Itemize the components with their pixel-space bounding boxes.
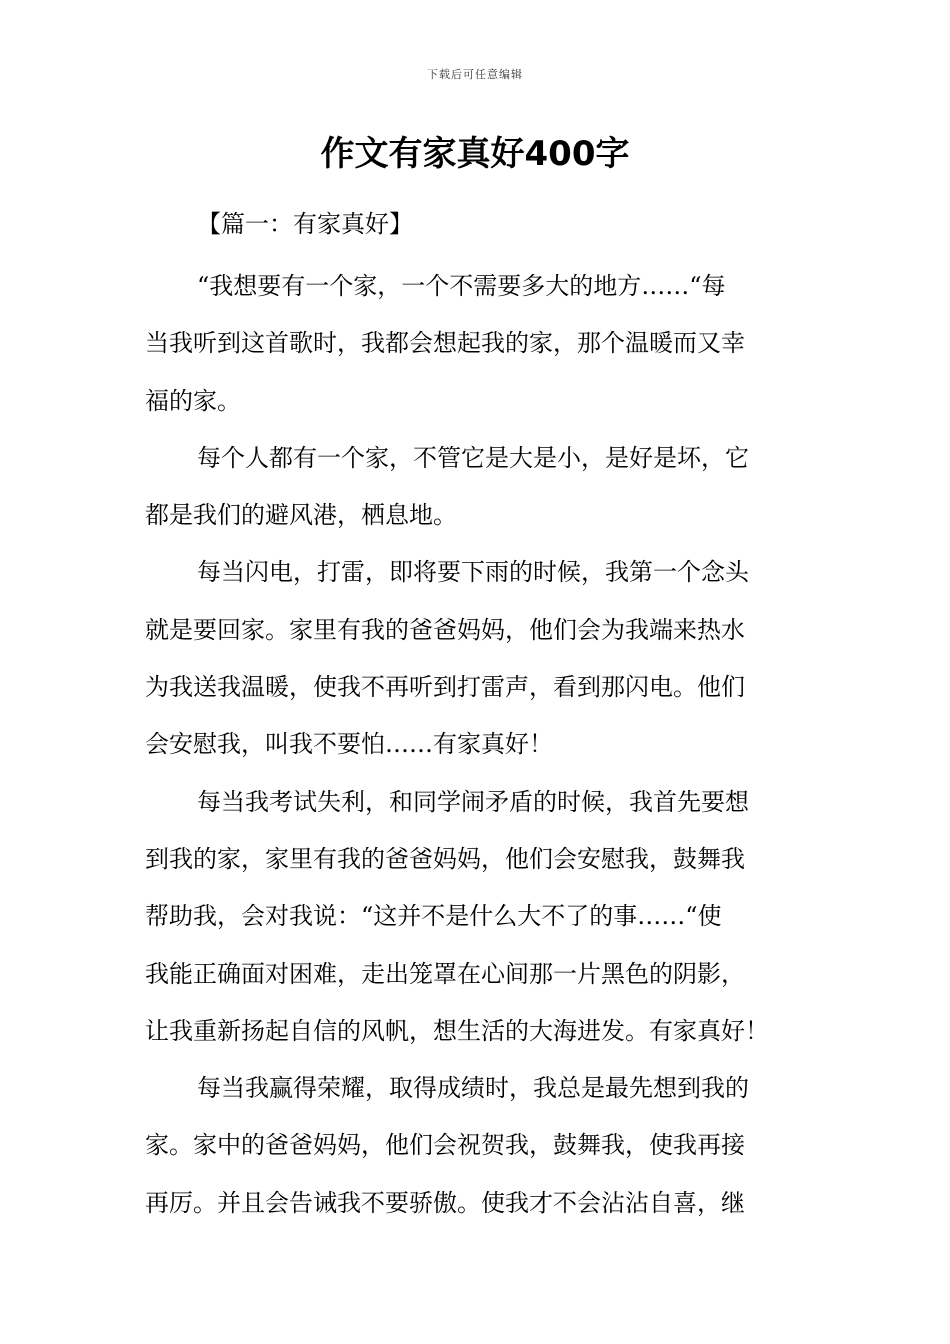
paragraph	[145, 258, 807, 430]
paragraph	[145, 430, 807, 545]
paragraph-line: 每当我考试失利，和同学闹矛盾的时候，我首先要想	[197, 787, 749, 816]
header-note: 下载后可任意编辑	[427, 68, 523, 81]
paragraph-line: 每当我赢得荣耀，取得成绩时，我总是最先想到我的	[197, 1074, 749, 1103]
paragraph-line: 当我听到这首歌时，我都会想起我的家，那个温暖而又幸	[145, 329, 745, 358]
paragraph-line: 都是我们的避风港，栖息地。	[145, 501, 457, 530]
paragraph-line: 帮助我，会对我说：“这并不是什么大不了的事……“使	[145, 902, 722, 931]
paragraph	[145, 544, 807, 773]
section-heading: 【篇一：有家真好】	[197, 210, 413, 238]
paragraph-line: “我想要有一个家，一个不需要多大的地方……“每	[197, 272, 726, 300]
paragraph	[145, 1060, 807, 1232]
paragraph-line: 为我送我温暖，使我不再听到打雷声，看到那闪电。他们	[145, 673, 745, 702]
paragraph-line: 家。家中的爸爸妈妈，他们会祝贺我，鼓舞我，使我再接	[145, 1131, 745, 1160]
paragraph-line: 福的家。	[145, 386, 241, 415]
paragraph-line: 到我的家，家里有我的爸爸妈妈，他们会安慰我，鼓舞我	[145, 844, 745, 873]
paragraph-line: 每个人都有一个家，不管它是大是小，是好是坏，它	[197, 443, 749, 472]
paragraph-line: 会安慰我，叫我不要怕……有家真好！	[145, 730, 553, 759]
paragraph	[145, 774, 807, 1060]
document-title: 作文有家真好400字	[320, 134, 630, 174]
paragraph-line: 我能正确面对困难，走出笼罩在心间那一片黑色的阴影，	[145, 959, 745, 988]
essay-body	[145, 200, 807, 1232]
paragraph-line: 就是要回家。家里有我的爸爸妈妈，他们会为我端来热水	[145, 615, 745, 644]
paragraph-line: 再厉。并且会告诫我不要骄傲。使我才不会沾沾自喜，继	[145, 1188, 745, 1217]
paragraph-line: 每当闪电，打雷，即将要下雨的时候，我第一个念头	[197, 558, 749, 587]
paragraph-line: 让我重新扬起自信的风帆，想生活的大海进发。有家真好！	[145, 1016, 769, 1045]
